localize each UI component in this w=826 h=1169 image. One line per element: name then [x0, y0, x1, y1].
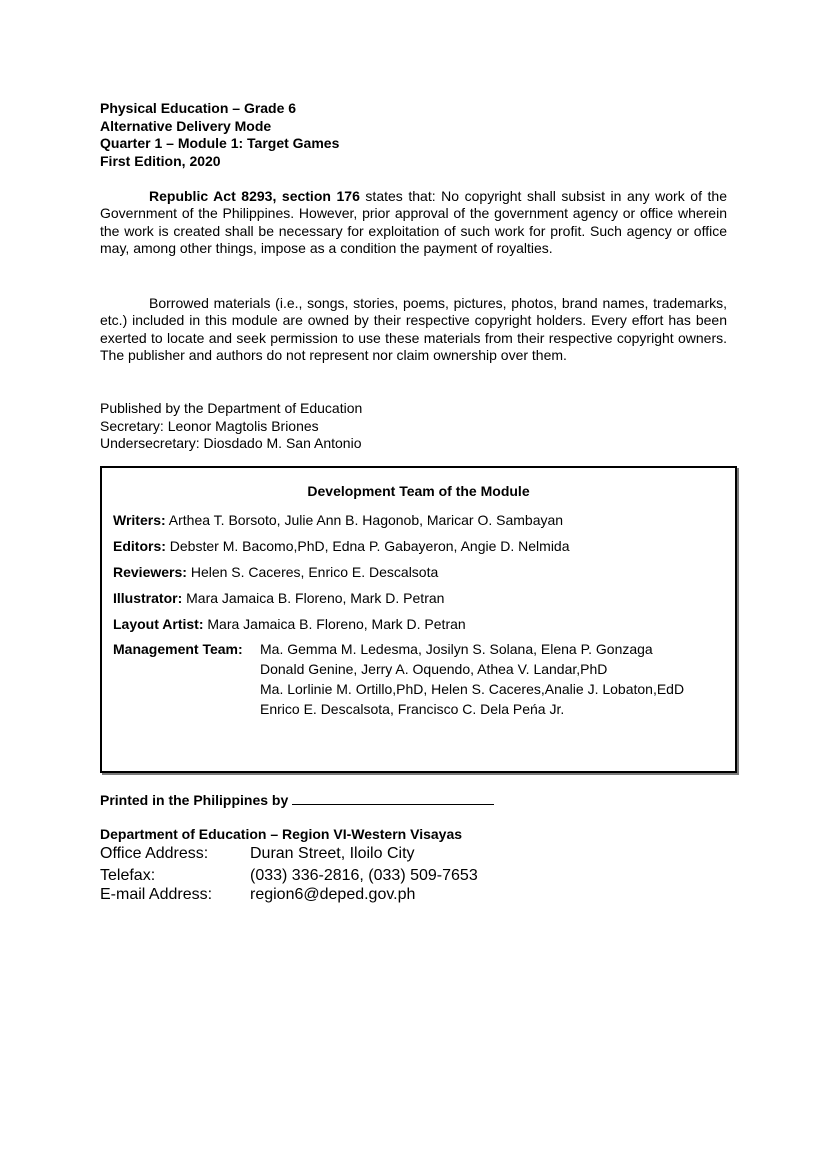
- team-management-label: Management Team:: [113, 641, 243, 657]
- header-subject-grade: Physical Education – Grade 6: [100, 100, 297, 116]
- team-illustrator: [113, 590, 444, 606]
- office-address-value: Duran Street, Iloilo City: [250, 845, 415, 862]
- law-text: states that: No copyright shall subsist in any work of the Government of the Philippines. However, prior approval of the government agency or office wherein the work is created shall be necessary for exploitation of such work for profit. Such agency or office may, among other things, impose as a condition the payment of royalties.: [100, 188, 727, 256]
- team-reviewers: [113, 564, 438, 580]
- header-quarter-module: Quarter 1 – Module 1: Target Games: [100, 135, 340, 151]
- telefax-label: Telefax:: [100, 867, 156, 884]
- illustrator-label: Illustrator:: [113, 590, 183, 606]
- printed-in-line: [100, 792, 494, 808]
- email-value: region6@deped.gov.ph: [250, 886, 416, 903]
- publisher-info: [100, 400, 362, 453]
- office-address-label: Office Address:: [100, 845, 209, 862]
- team-editors: [113, 538, 570, 554]
- undersecretary: Undersecretary: Diosdado M. San Antonio: [100, 435, 362, 451]
- borrowed-materials-paragraph: Borrowed materials (i.e., songs, stories, poems, pictures, photos, brand names, trademarks, etc.) included in this module are owned by their respective copyright holders. Every effort has been exerted to locate and seek permission to use these materials from their respective copyright owners. The publisher and authors do not represent nor claim ownership over them.: [100, 295, 727, 363]
- writers-label: Writers:: [113, 512, 166, 528]
- management-line: Enrico E. Descalsota, Francisco C. Dela Peńa Jr.: [260, 701, 565, 717]
- secretary: Secretary: Leonor Magtolis Briones: [100, 417, 319, 434]
- header-delivery-mode: Alternative Delivery Mode: [100, 117, 272, 134]
- module-header: [100, 100, 339, 170]
- printer-blank-line: [292, 792, 494, 805]
- team-title: Development Team of the Module: [307, 483, 530, 499]
- published-by: Published by the Department of Education: [100, 400, 363, 416]
- reviewers-names: Helen S. Caceres, Enrico E. Descalsota: [186, 564, 439, 580]
- printed-label: Printed in the Philippines by: [100, 792, 289, 808]
- management-line: Ma. Lorlinie M. Ortillo,PhD, Helen S. Caceres,Analie J. Lobaton,EdD: [260, 681, 685, 697]
- email-label: E-mail Address:: [100, 886, 213, 903]
- reviewers-label: Reviewers:: [113, 564, 187, 580]
- development-team-box: [100, 466, 737, 773]
- region-name: Department of Education – Region VI-Western Visayas: [100, 826, 463, 842]
- writers-names: Arthea T. Borsoto, Julie Ann B. Hagonob, Maricar O. Sambayan: [165, 512, 564, 528]
- illustrator-names: Mara Jamaica B. Floreno, Mark D. Petran: [182, 590, 445, 606]
- management-line: Donald Genine, Jerry A. Oquendo, Athea V. Landar,PhD: [260, 661, 608, 677]
- management-line: Ma. Gemma M. Ledesma, Josilyn S. Solana, Elena P. Gonzaga: [260, 641, 653, 657]
- editors-label: Editors:: [113, 538, 166, 554]
- copyright-paragraph: [100, 188, 727, 257]
- layout-artist-label: Layout Artist:: [113, 616, 204, 632]
- law-reference: Republic Act 8293, section 176: [149, 188, 360, 204]
- header-edition: First Edition, 2020: [100, 152, 221, 169]
- team-writers: [113, 512, 563, 528]
- team-layout-artist: [113, 616, 466, 632]
- editors-names: Debster M. Bacomo,PhD, Edna P. Gabayeron, Angie D. Nelmida: [165, 538, 570, 554]
- telefax-value: (033) 336-2816, (033) 509-7653: [250, 867, 478, 884]
- layout-artist-names: Mara Jamaica B. Floreno, Mark D. Petran: [203, 616, 466, 632]
